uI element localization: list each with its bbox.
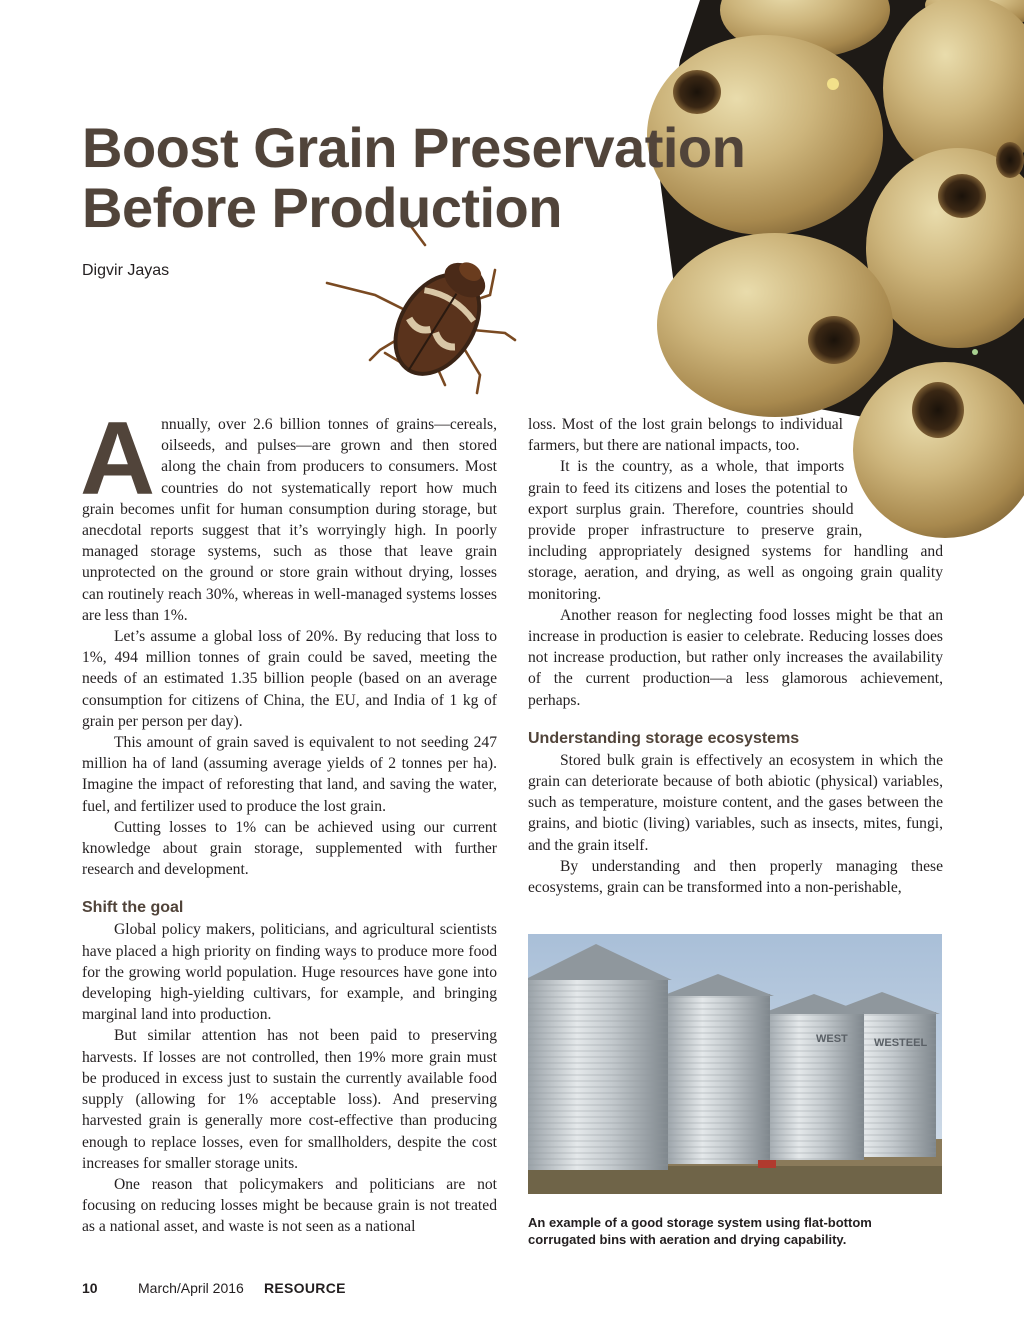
seed xyxy=(657,233,893,417)
left-column xyxy=(80,401,497,1238)
section-heading: Understanding storage ecosystems xyxy=(528,729,800,747)
page-number: 10 xyxy=(82,1280,98,1296)
paragraph: By understanding and then properly managing these ecosystems, grain can be transformed into a non-perishable, xyxy=(528,857,943,897)
photo-caption: An example of a good storage system using flat-bottom corrugated bins with aeration and drying capability. xyxy=(528,1215,872,1247)
paragraph: But similar attention has not been paid to preserving harvests. If losses are not controlled, then 19% more grain must be produced in excess just to sustain the currently available food supply (allowing for 1% acceptable loss). And preserving harvested grain is generally more cost-effective than producing enough to replace losses, even for smallholders, despite the cost increases for smaller storage units. xyxy=(82,1027,497,1172)
right-column xyxy=(528,414,943,898)
paragraph: loss. Most of the lost grain belongs to individual farmers, but there are national impacts, too. xyxy=(528,416,843,455)
section-heading: Shift the goal xyxy=(82,899,184,917)
title-line: Before Production xyxy=(82,176,562,239)
paragraph: One reason that policymakers and politicians are not focusing on reducing losses might be because grain is not treated as a national asset, and waste is not seen as a national xyxy=(82,1175,497,1236)
grain-bins-photo xyxy=(528,934,942,1194)
bin-brand-label: WESTEEL xyxy=(874,1037,928,1049)
article-title xyxy=(82,118,882,238)
paragraph: It is the country, as a whole, that imports grain to feed its citizens and loses the potential to export surplus grain. Therefore, countries should provide proper infrastructure to preserve grain, including appropriately designed systems for handling and storage, aeration, and drying, as well as ongoing grain quality monitoring. xyxy=(528,458,943,603)
paragraph: Let’s assume a global loss of 20%. By reducing that loss to 1%, 494 million tonnes of grain could be saved, meeting the needs of an estimated 1.35 billion people (based on an average consumption for citizens of China, the EU, and India of 1 kg of grain per person per day). xyxy=(82,628,497,730)
paragraph: This amount of grain saved is equivalent to not seeding 247 million ha of land (assuming average yields of 2 tonnes per ha). Imagine the impact of reforesting that land, and saving the water, fuel, and fertilizer used to produce the lost grain. xyxy=(82,734,497,815)
issue-date: March/April 2016 xyxy=(138,1280,244,1296)
title-line: Boost Grain Preservation xyxy=(82,116,746,179)
paragraph: Stored bulk grain is effectively an ecosystem in which the grain can deteriorate because of both abiotic (physical) variables, such as temperature, moisture content, and the gases between the grains, and biotic (living) variables, such as insects, mites, fungi, and the grain itself. xyxy=(528,751,943,854)
drop-cap: A xyxy=(80,401,156,517)
paragraph: Annually, over 2.6 billion tonnes of grains—cereals, oilseeds, and pulses—are grown and then stored along the chain from producers to consumers. Most countries do not systematically report how much grain becomes unfit for human consumption during storage, but anecdotal reports suggest that it’s worryingly high. In poorly managed storage systems, such as those that leave grain unprotected on the ground or store grain without drying, losses can routinely reach 30%, whereas in well-managed systems losses are less than 1%. xyxy=(80,401,497,624)
paragraph: Cutting losses to 1% can be achieved using our current knowledge about grain storage, supplemented with further research and development. xyxy=(82,818,497,879)
page-footer xyxy=(82,1278,346,1298)
author-byline: Digvir Jayas xyxy=(82,262,170,279)
bin-brand-label: WEST xyxy=(816,1033,848,1045)
magazine-name: RESOURCE xyxy=(264,1280,346,1296)
paragraph: Global policy makers, politicians, and agricultural scientists have placed a high priority on finding ways to produce more food for the growing world population. Huge resources have gone into developing high-yielding cultivars, for example, and bringing marginal land into production. xyxy=(82,921,497,1024)
beetle-image xyxy=(315,225,530,400)
paragraph: Another reason for neglecting food losses might be that an increase in production is easier to celebrate. Reducing losses does not increase production, but rather only increases the availability of the current production—a less glamorous achievement, perhaps. xyxy=(528,606,943,709)
